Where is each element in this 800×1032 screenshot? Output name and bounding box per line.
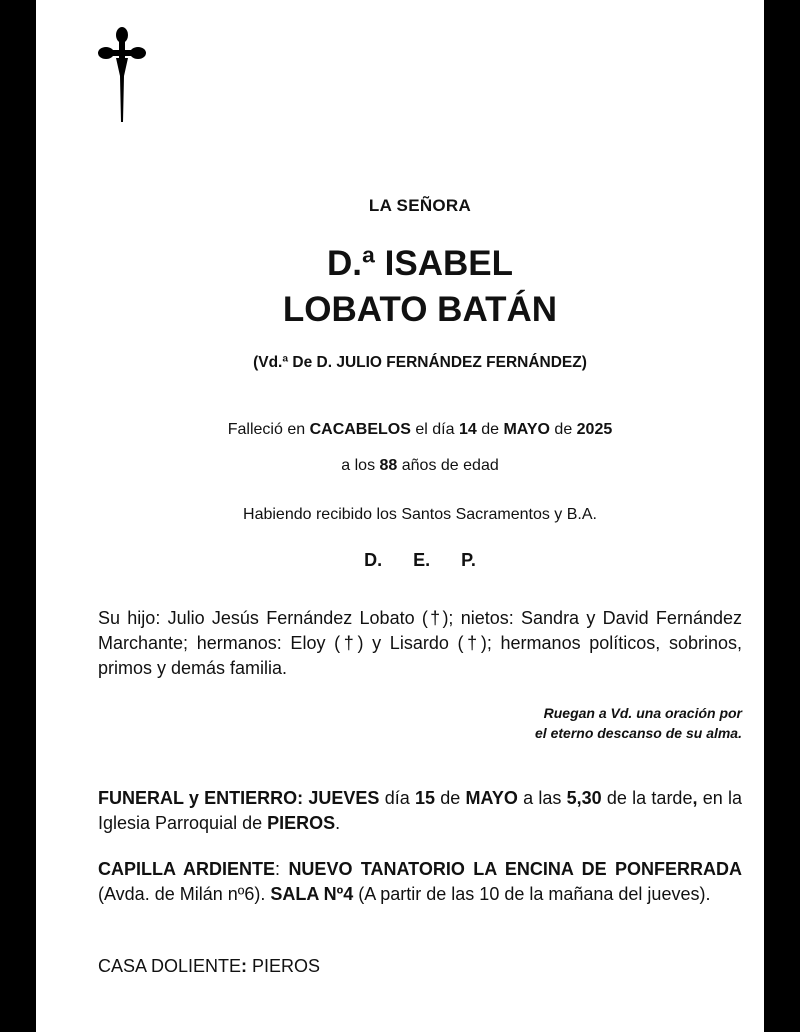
chapel-paragraph: CAPILLA ARDIENTE: NUEVO TANATORIO LA ENCINA DE PONFERRADA (Avda. de Milán nº6). SALA Nº4 (A partir de las 10 de la mañana del jueves). — [98, 859, 742, 904]
family-paragraph: Su hijo: Julio Jesús Fernández Lobato (†); nietos: Sandra y David Fernández Marchante; hermanos: Eloy (†) y Lisardo (†); hermanos políticos, sobrinos, primos y demás familia. — [98, 608, 742, 678]
rip-line: D. E. P. — [364, 550, 476, 570]
house-place: PIEROS — [247, 956, 321, 976]
funeral-label: FUNERAL y ENTIERRO: JUEVES — [98, 788, 380, 808]
death-year: 2025 — [576, 421, 613, 438]
deceased-name-line-2: LOBATO BATÁN — [282, 290, 558, 329]
age-line: a los 88 años de edad — [341, 457, 499, 474]
age-years: 88 — [379, 457, 398, 474]
title-label: LA SEÑORA — [368, 196, 472, 215]
right-black-border — [764, 0, 800, 1032]
widow-of-line: (Vd.ª De D. JULIO FERNÁNDEZ FERNÁNDEZ) — [253, 354, 587, 371]
mourning-house-line: CASA DOLIENTE: PIEROS — [98, 956, 321, 976]
death-month: MAYO — [503, 421, 550, 438]
funeral-place: PIEROS — [267, 813, 336, 833]
prayer-line-2: el eterno descanso de su alma. — [535, 725, 742, 741]
prayer-request — [420, 703, 742, 743]
death-place: CACABELOS — [309, 421, 411, 438]
cross-of-saint-james-icon — [97, 26, 147, 122]
chapel-room: SALA Nº4 — [270, 884, 354, 904]
prayer-line-1: Ruegan a Vd. una oración por — [543, 705, 742, 721]
funeral-time: 5,30 — [566, 788, 602, 808]
sacraments-line: Habiendo recibido los Santos Sacramentos y B.A. — [243, 506, 597, 523]
death-line: Falleció en CACABELOS el día 14 de MAYO de 2025 — [227, 421, 613, 438]
funeral-day: 15 — [414, 788, 435, 808]
deceased-name-line-1: D.ª ISABEL — [326, 244, 514, 283]
funeral-month: MAYO — [465, 788, 518, 808]
funeral-paragraph: FUNERAL y ENTIERRO: JUEVES día 15 de MAYO a las 5,30 de la tarde, en la Iglesia Parroquial de PIEROS. — [98, 788, 743, 833]
chapel-venue: NUEVO TANATORIO LA ENCINA DE PONFERRADA — [288, 859, 742, 879]
left-black-border — [0, 0, 36, 1032]
house-label: CASA DOLIENTE — [98, 956, 242, 976]
death-day: 14 — [458, 421, 477, 438]
chapel-label: CAPILLA ARDIENTE — [98, 859, 276, 879]
